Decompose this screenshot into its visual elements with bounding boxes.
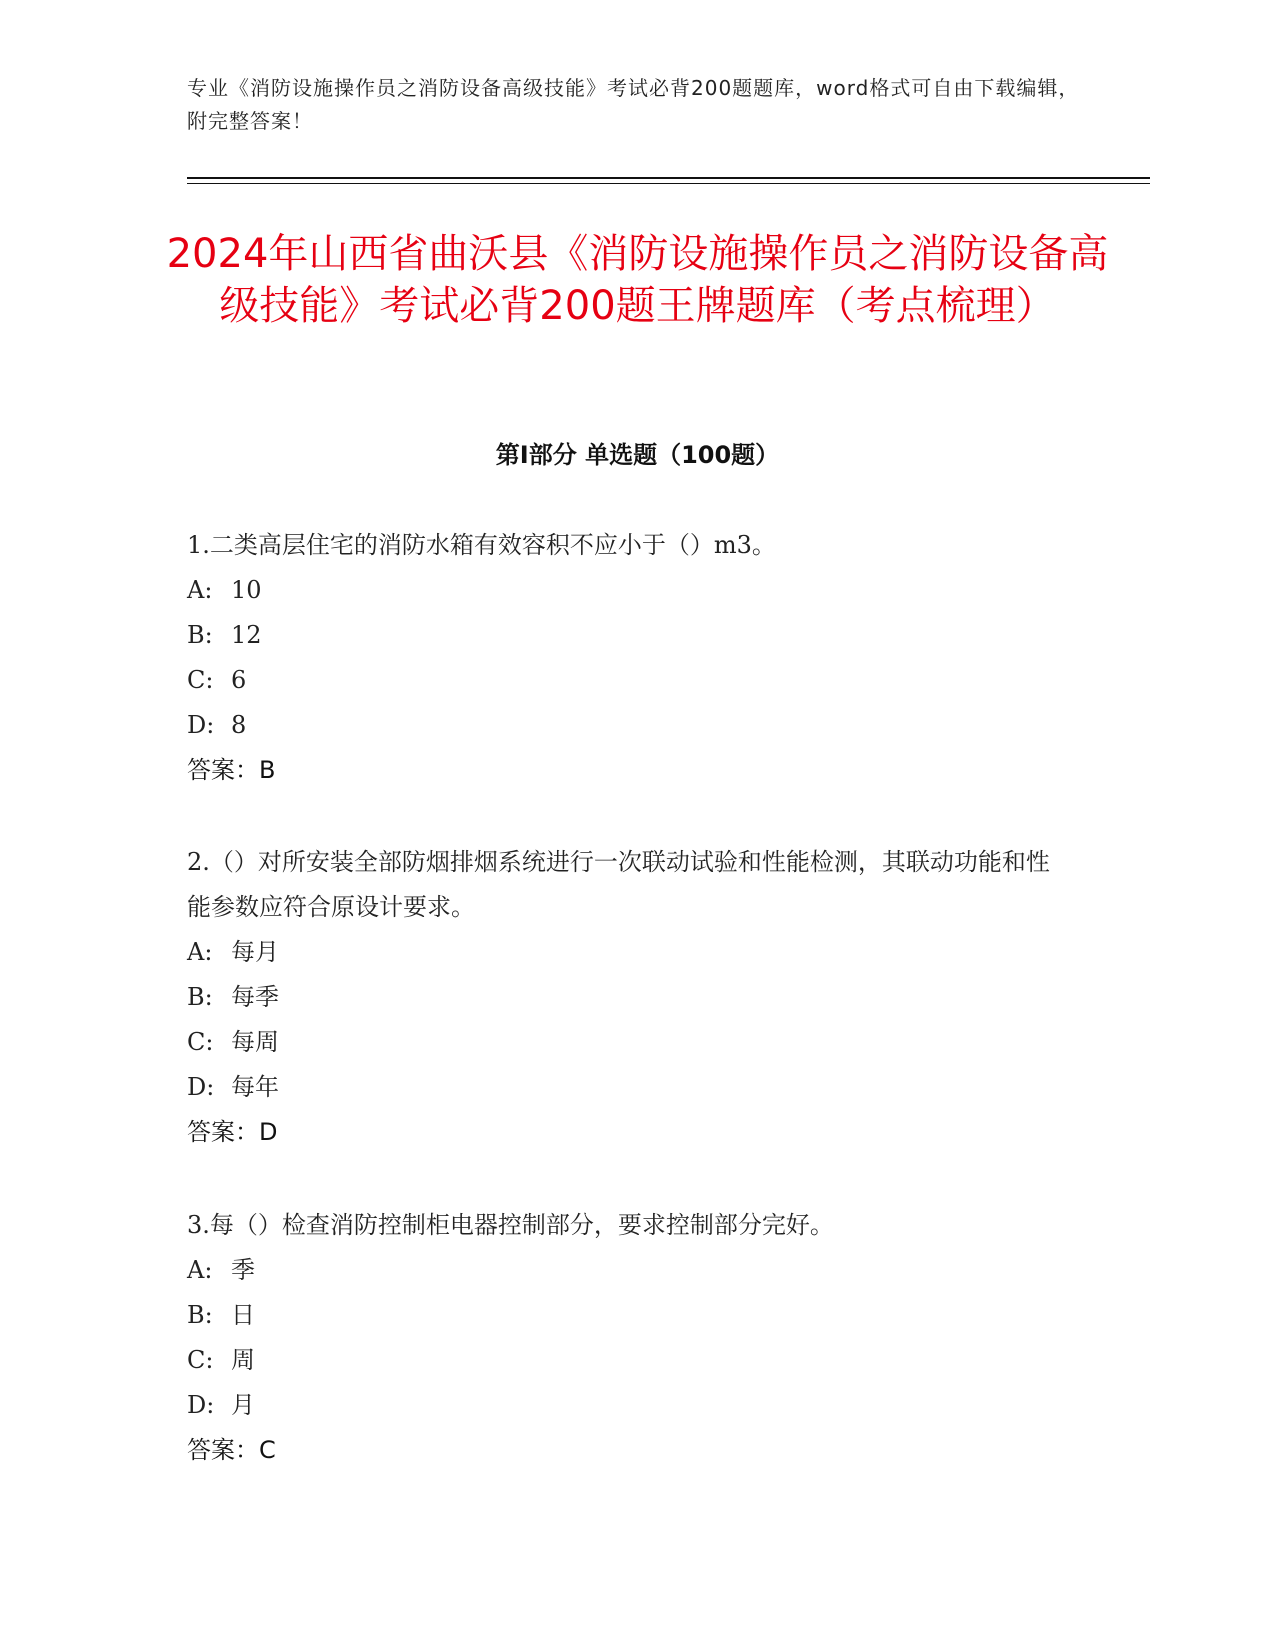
document-title: 2024年山西省曲沃县《消防设施操作员之消防设备高级技能》考试必背200题王牌题库（考点梳理） [166,231,1109,329]
question-stem: 3.每（）检查消防控制柜电器控制部分，要求控制部分完好。 [187,1211,834,1239]
option-d [187,1065,1067,1110]
option-text: 每年 [231,1073,279,1101]
option-letter: A: [187,938,213,966]
option-b [187,613,1067,658]
header-divider-thin [187,183,1150,184]
option-text: 每月 [231,938,279,966]
option-text: 月 [231,1391,255,1419]
question-stem: 1.二类高层住宅的消防水箱有效容积不应小于（）m3。 [187,531,776,559]
section-title: 第I部分 单选题（100题） [495,441,780,469]
option-letter: B: [187,1301,213,1329]
option-letter: D: [187,1391,215,1419]
option-c [187,1020,1067,1065]
question-stem: 2.（）对所安装全部防烟排烟系统进行一次联动试验和性能检测，其联动功能和性能参数应符合原设计要求。 [187,848,1050,921]
option-d [187,1383,1067,1428]
option-letter: C: [187,1346,214,1374]
option-text: 周 [231,1346,255,1374]
option-letter: D: [187,1073,215,1101]
option-text: 季 [231,1256,255,1284]
option-a [187,1248,1067,1293]
option-b [187,975,1067,1020]
option-text: 8 [231,711,247,739]
option-text: 每周 [231,1028,279,1056]
option-letter: B: [187,983,213,1011]
option-letter: D: [187,711,215,739]
option-letter: B: [187,621,213,649]
option-c [187,1338,1067,1383]
question-1 [187,523,1067,793]
option-a [187,930,1067,975]
option-text: 6 [231,666,247,694]
option-c [187,658,1067,703]
option-letter: A: [187,576,213,604]
option-a [187,568,1067,613]
option-letter: A: [187,1256,213,1284]
option-text: 10 [231,576,262,604]
option-d [187,703,1067,748]
answer: 答案：B [187,756,276,784]
answer: 答案：C [187,1436,276,1464]
option-b [187,1293,1067,1338]
header-note: 专业《消防设施操作员之消防设备高级技能》考试必背200题题库，word格式可自由下载编辑，附完整答案！ [187,76,1080,133]
answer: 答案：D [187,1118,278,1146]
header-divider [187,177,1150,179]
question-2 [187,840,1067,1155]
option-letter: C: [187,666,214,694]
question-3 [187,1203,1067,1473]
option-letter: C: [187,1028,214,1056]
option-text: 每季 [231,983,279,1011]
option-text: 日 [231,1301,255,1329]
option-text: 12 [231,621,262,649]
